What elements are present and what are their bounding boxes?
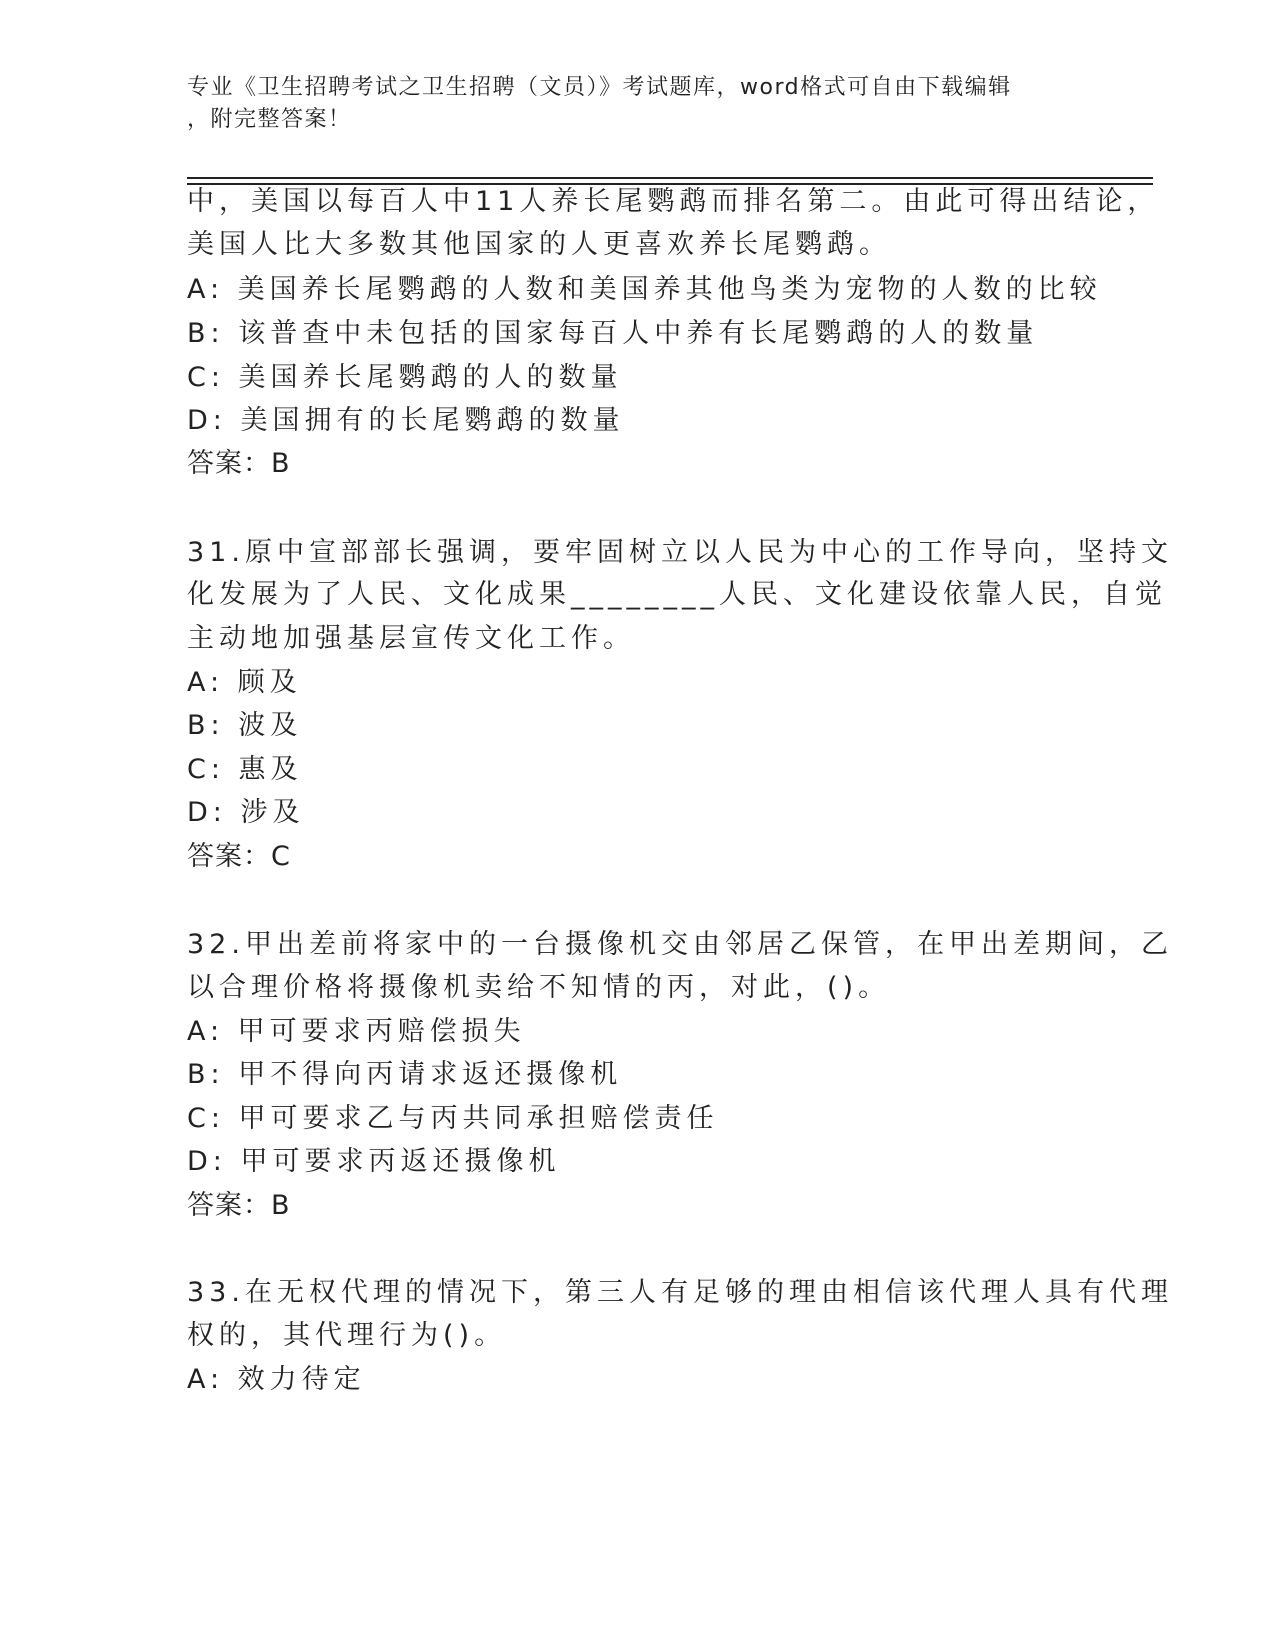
q32-option-b: B: 甲不得向丙请求返还摄像机: [187, 1059, 623, 1090]
q32-answer: 答案：B: [187, 1190, 291, 1221]
q31-stem-line-2: 化发展为了人民、文化成果________人民、文化建设依靠人民，自觉: [187, 579, 1167, 610]
q33-option-a: A: 效力待定: [187, 1364, 366, 1395]
q30-stem-line-2: 美国人比大多数其他国家的人更喜欢养长尾鹦鹉。: [187, 229, 891, 260]
q31-stem-line-3: 主动地加强基层宣传文化工作。: [187, 623, 635, 654]
q33-stem-line-1: 33.在无权代理的情况下，第三人有足够的理由相信该代理人具有代理: [187, 1277, 1173, 1308]
q31-option-d: D: 涉及: [187, 797, 305, 828]
q30-option-a: A: 美国养长尾鹦鹉的人数和美国养其他鸟类为宠物的人数的比较: [187, 274, 1102, 305]
q32-stem-line-2: 以合理价格将摄像机卖给不知情的丙，对此，()。: [187, 972, 891, 1003]
header-divider-top: [187, 177, 1153, 179]
q31-option-c: C: 惠及: [187, 754, 303, 785]
q32-option-a: A: 甲可要求丙赔偿损失: [187, 1016, 526, 1047]
document-header: [187, 72, 1067, 136]
q30-stem-line-1: 中，美国以每百人中11人养长尾鹦鹉而排名第二。由此可得出结论，: [187, 186, 1160, 217]
q31-option-b: B: 波及: [187, 710, 303, 741]
q31-stem-line-1: 31.原中宣部部长强调，要牢固树立以人民为中心的工作导向，坚持文: [187, 537, 1173, 568]
header-line-2: ，附完整答案！: [187, 107, 352, 132]
q32-option-c: C: 甲可要求乙与丙共同承担赔偿责任: [187, 1103, 719, 1134]
q30-option-c: C: 美国养长尾鹦鹉的人的数量: [187, 362, 623, 393]
q32-stem-line-1: 32.甲出差前将家中的一台摄像机交由邻居乙保管，在甲出差期间，乙: [187, 929, 1173, 960]
q32-option-d: D: 甲可要求丙返还摄像机: [187, 1146, 561, 1177]
header-line-1: 专业《卫生招聘考试之卫生招聘（文员）》考试题库，word格式可自由下载编辑: [187, 75, 1012, 100]
q33-stem-line-2: 权的，其代理行为()。: [187, 1320, 507, 1351]
q30-option-b: B: 该普查中未包括的国家每百人中养有长尾鹦鹉的人的数量: [187, 318, 1039, 349]
q30-option-d: D: 美国拥有的长尾鹦鹉的数量: [187, 405, 625, 436]
q30-answer: 答案：B: [187, 448, 291, 479]
q31-option-a: A: 顾及: [187, 667, 302, 698]
q31-answer: 答案：C: [187, 841, 291, 872]
